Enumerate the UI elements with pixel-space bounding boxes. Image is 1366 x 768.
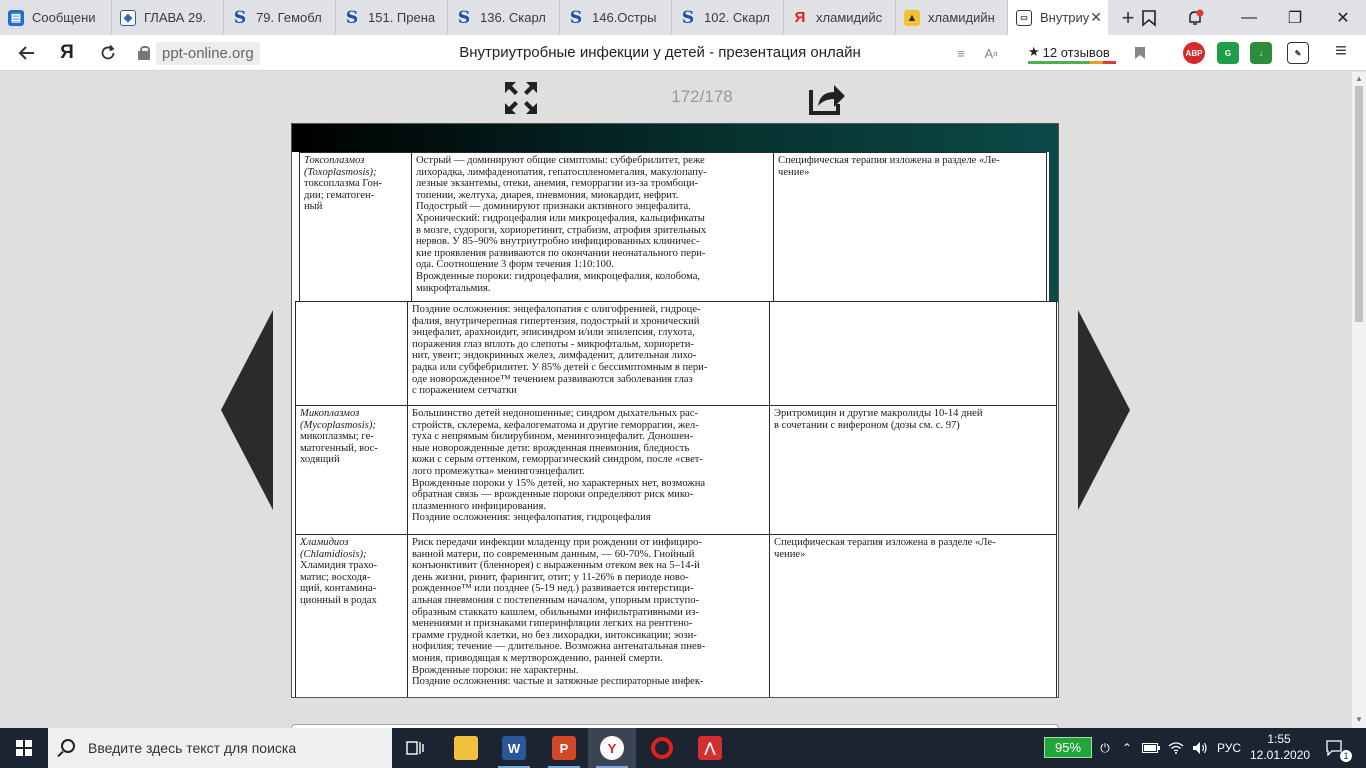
clock-date: 12.01.2020 [1250, 748, 1311, 762]
infections-table-continued [295, 301, 1057, 698]
back-button[interactable] [12, 35, 42, 71]
acrobat-button[interactable] [686, 728, 734, 768]
cell-line: нофилия; течение — длительное. Возможна антенатальная пнев- [412, 641, 706, 653]
cell-line: день жизни, ринит, фарингит, отит; у 11-26% в периоде ново- [412, 571, 689, 583]
cell-line: энцефалит, арахноидит, эписиндром и/или эпилепсия, глухота, [412, 327, 695, 339]
treatment-cell [770, 302, 1057, 406]
reviews-badge[interactable] [1028, 40, 1116, 64]
next-slide-arrow[interactable] [1078, 310, 1130, 510]
translate-icon[interactable]: A a [984, 45, 998, 61]
opera-icon [651, 737, 673, 759]
scanned-table-part-2 [295, 301, 1057, 698]
task-view-button[interactable] [392, 728, 440, 768]
cell-line: Специфическая терапия изложена в разделе «Ле- [774, 537, 996, 548]
cell-line: мония, приводящая к мертворождению, ранней смерти. [412, 652, 663, 664]
cell-line: Поздние осложнения: энцефалопатия, гидроцефалия [412, 512, 651, 524]
reviews-label: 12 отзывов [1042, 44, 1110, 60]
cell-line: радка или субфебрилитет. У 85% детей с бессимптомным в пери- [412, 361, 708, 373]
action-center-button[interactable] [1318, 728, 1352, 768]
cell-line: Токсоплазмоз [304, 155, 365, 166]
cell-line: ные новорожденные дети: врожденная пневмония, бледность [412, 442, 690, 454]
cell-line: кожи с серым оттенком, геморрагический синдром, после «свет- [412, 454, 703, 466]
scanned-table-part-1 [299, 152, 1047, 302]
tab-label: 79. Гемобл [256, 10, 322, 25]
cell-line: матис; восходя- [300, 571, 371, 583]
chat-icon: ▤ [8, 10, 24, 26]
presentation-icon: ▭ [1016, 10, 1032, 26]
table-row [296, 302, 1057, 406]
search-placeholder: Введите здесь текст для поиска [88, 740, 297, 756]
adblock-icon[interactable] [1183, 42, 1205, 64]
yandex-home-icon[interactable]: Я [60, 42, 74, 63]
task-view-icon [406, 740, 426, 756]
clinical-cell [412, 153, 774, 302]
cell-line: с поражением сетчатки [412, 385, 517, 397]
cell-line: щий, контамина- [300, 583, 377, 595]
fullscreen-icon[interactable] [503, 80, 539, 116]
window-close-icon[interactable]: ✕ [1336, 9, 1350, 27]
treatment-cell [774, 153, 1047, 302]
reviews-rating-bar [1028, 61, 1116, 64]
cell-line: лихорадка, лимфаденопатия, гепатоспленомегалия, макулопапу- [416, 166, 707, 178]
show-hidden-icons[interactable]: ⌃ [1121, 741, 1133, 755]
slide-counter: 172/178 [671, 87, 733, 106]
cell-line: микоплазмы; ге- [300, 431, 374, 443]
cell-line: туха с непрямым билирубином, менингоэнцефалит. Доношен- [412, 431, 694, 443]
tab-label: 136. Скарл [480, 10, 546, 25]
scrollbar-thumb[interactable] [1355, 86, 1363, 322]
reader-mode-icon[interactable]: ≡ [957, 45, 965, 61]
tab-label: ГЛАВА 29. [144, 10, 207, 25]
extension-download-icon[interactable]: ↓ [1250, 42, 1272, 64]
powerpoint-icon: P [552, 736, 576, 760]
taskbar-search-input[interactable] [48, 728, 392, 768]
cell-line: (Toxoplasmosis); [304, 166, 377, 178]
cell-line: образным стаккато кашлем, обильными инфильтративными из- [412, 606, 699, 618]
cell-line: оде новорожденное™ течением развиваются заболевания глаз [412, 373, 693, 385]
slide-side-band [1049, 152, 1059, 302]
table-row [300, 153, 1047, 302]
cell-line: фалия, внутричерепная гипертензия, подострый и хронический [412, 315, 700, 327]
yandex-icon: Я [794, 9, 806, 26]
cell-line: плазменного инфицирования. [412, 500, 546, 512]
powerpoint-button[interactable] [540, 728, 588, 768]
cell-line: конъюнктивит (бленнорея) с выраженным отеком век на 5–14-й [412, 560, 700, 572]
disease-cell [296, 302, 408, 406]
cell-line: Поздние осложнения: частые и затяжные респираторные инфек- [412, 676, 704, 688]
tab-label: хламидийс [816, 10, 883, 25]
disease-cell [300, 153, 412, 302]
tab-label: 102. Скарл [704, 10, 770, 25]
browser-toolbar [0, 35, 1366, 71]
clock-time: 1:55 [1267, 732, 1291, 746]
volume-icon[interactable] [1190, 728, 1210, 768]
lock-icon [138, 46, 150, 60]
cell-line: ода. Соотношение 3 форм течения 1:10:100. [416, 259, 614, 271]
cell-line: Врожденные пороки: гидроцефалия, микроцефалия, колобома, [416, 270, 701, 282]
cell-line: Большинство детей недоношенные; синдром дыхательных рас- [412, 408, 698, 419]
url-host[interactable]: ppt-online.org [156, 42, 260, 65]
minimize-icon[interactable]: — [1241, 8, 1257, 26]
opera-button[interactable] [638, 728, 686, 768]
previous-slide-arrow[interactable] [221, 310, 273, 510]
wifi-icon[interactable] [1166, 728, 1186, 768]
clock[interactable] [1250, 731, 1311, 763]
cell-line: Врожденные пороки у 15% детей, но характерных нет, возможна [412, 477, 706, 489]
tab-prenatal[interactable] [336, 0, 448, 35]
acrobat-icon: ⋀ [698, 736, 722, 760]
cell-line: токсоплазма Гон- [304, 178, 383, 190]
cell-line: нервов. У 85–90% внутриутробно инфицированных клиничес- [416, 236, 700, 248]
cell-line: ный [304, 201, 323, 213]
notifications-icon[interactable] [1172, 0, 1218, 35]
cell-line: Острый — доминируют общие симптомы: субфебрилитет, реже [416, 155, 705, 166]
taskbar [0, 728, 1366, 768]
cell-line: Специфическая терапия изложена в разделе «Ле- [778, 155, 1000, 166]
cell-line: ванной матери, по современным данным, — 60-70%. Гнойный [412, 548, 695, 560]
word-button[interactable] [490, 728, 538, 768]
cell-line: нит, увеит; эндокринных желез, лимфаденит, длительная лихо- [412, 350, 697, 362]
clinical-cell [408, 406, 770, 535]
bookmarks-icon[interactable] [1126, 0, 1172, 35]
windows-icon [16, 740, 32, 756]
treatment-cell [770, 406, 1057, 535]
cell-line: топении, желтуха, диарея, пневмония, миокардит, нефрит. [416, 189, 679, 201]
file-explorer-button[interactable] [442, 728, 490, 768]
cell-line: чение» [774, 548, 806, 560]
infections-table [299, 152, 1047, 302]
cell-line: Хронический: гидроцефалия или микроцефалия, кальцификаты [416, 212, 705, 224]
tab-label: Внутриу [1040, 10, 1090, 25]
page-scrollbar[interactable] [1352, 72, 1366, 728]
search-icon [61, 739, 75, 753]
tab-chapter[interactable] [112, 0, 224, 35]
power-plug-icon[interactable]: ⏻ [1100, 740, 1110, 755]
cell-line: чение» [778, 166, 810, 178]
tab-messages[interactable] [0, 0, 112, 35]
image-icon: ▲ [904, 10, 920, 26]
tab-label: Сообщени [32, 10, 96, 25]
cell-line: ционный в родах [300, 594, 377, 606]
cell-line: микрофтальмия. [416, 282, 491, 294]
tab-chlamydia-search[interactable] [784, 0, 896, 35]
cell-line: в мозге, судороги, хориоретинит, страбизм, атрофия зрительных [416, 224, 707, 236]
cell-line: лезные экзантемы, отеки, анемия, геморрагии из-за тромбоци- [416, 178, 699, 190]
cell-line: рожденное™ или позднее (5-19 нед.) развивается интерстици- [412, 583, 694, 595]
tab-chlamydia-images[interactable] [896, 0, 1008, 35]
tab-label: хламидийн [928, 10, 995, 25]
tab-hemoblastosis[interactable] [224, 0, 336, 35]
notification-count: 1 [1340, 750, 1352, 762]
cell-line: Врожденные пороки: не характерны. [412, 664, 579, 676]
clinical-cell [408, 302, 770, 406]
scroll-up-icon[interactable]: ▲ [1355, 74, 1363, 83]
tab-acute[interactable] [560, 0, 672, 35]
start-button[interactable] [0, 728, 48, 768]
disease-cell [296, 406, 408, 535]
table-row [296, 535, 1057, 699]
cell-line: альная пневмония с постепенным началом, упорным приступо- [412, 594, 700, 606]
cell-line: кие проявления развиваются по окончании неонатального пери- [416, 247, 706, 259]
restore-icon[interactable]: ❐ [1287, 9, 1303, 27]
s-icon: S [457, 7, 471, 28]
share-icon[interactable] [808, 80, 846, 116]
cell-line: обратная связь — врожденные пороки определяют риск мико- [412, 489, 694, 501]
cell-line: в сочетании с вифероном (дозы см. с. 97) [774, 419, 960, 431]
cell-line: Хламидиоз [300, 537, 349, 548]
battery-indicator[interactable]: 95% [1044, 737, 1092, 758]
cell-line: Подострый — доминируют признаки активного энцефалита. [416, 201, 691, 213]
address-field[interactable] [138, 40, 288, 66]
s-icon: S [681, 7, 695, 28]
adblock-label: ABP [1185, 48, 1203, 58]
cell-line: поражения глаз вплоть до слепоты - микрофтальм, хориорети- [412, 338, 694, 350]
extension-chat-icon[interactable]: ✎ [1287, 42, 1309, 64]
cell-line: Поздние осложнения: энцефалопатия с олигофренией, гидроце- [412, 304, 701, 315]
cell-line: матогенный, вос- [300, 442, 378, 454]
table-row [296, 406, 1057, 535]
page-title: Внутриутробные инфекции у детей - презентация онлайн [459, 44, 861, 61]
s-icon: S [345, 7, 359, 28]
cell-line: лого промежутка» менингоэнцефалит. [412, 465, 585, 477]
tab-label: 151. Прена [368, 10, 436, 25]
cell-line: (Chlamidiosis); [300, 548, 367, 560]
s-icon: S [233, 7, 247, 28]
yandex-browser-button[interactable] [588, 728, 636, 768]
cell-line: грамме грудной клетки, но без лихорадки, интоксикации; эози- [412, 629, 697, 641]
new-tab-button[interactable]: + [1121, 4, 1135, 30]
cell-line: (Mycoplasmosis); [300, 419, 376, 431]
close-icon[interactable]: ✕ [1090, 9, 1102, 25]
battery-icon[interactable] [1140, 728, 1162, 768]
cell-line: Микоплазмоз [300, 408, 360, 419]
yandex-browser-icon: Y [600, 736, 624, 760]
cell-line: дии; гематоген- [304, 189, 375, 201]
language-indicator[interactable]: РУС [1216, 741, 1242, 755]
star-icon: ★ [1028, 44, 1040, 59]
clinical-cell [408, 535, 770, 699]
menu-icon[interactable]: ≡ [1335, 39, 1347, 62]
reload-button[interactable] [93, 35, 123, 71]
cell-line: Эритромицин и другие макролиды 10-14 дней [774, 408, 983, 419]
cell-line: менениями и признаками гиперинфляции легких на рентгено- [412, 618, 693, 630]
extension-green-icon[interactable]: G [1217, 42, 1239, 64]
tab-scarlet-102[interactable] [672, 0, 784, 35]
slide [291, 123, 1059, 698]
s-icon: S [569, 7, 583, 28]
bookmark-icon[interactable] [1132, 43, 1148, 63]
tab-active-presentation[interactable] [1008, 0, 1108, 35]
cell-line: Хламидия трахо- [300, 560, 378, 572]
disease-cell [296, 535, 408, 699]
cell-line: Риск передачи инфекции младенцу при рождении от инфициро- [412, 537, 702, 548]
scroll-down-icon[interactable]: ▼ [1355, 715, 1363, 724]
doc-icon: ◈ [120, 10, 136, 26]
treatment-cell [770, 535, 1057, 699]
word-icon: W [502, 736, 526, 760]
cell-line: ходящий [300, 454, 340, 466]
slide-header-band [292, 124, 1059, 152]
tab-label: 146.Остры [592, 10, 657, 25]
folder-icon [454, 736, 478, 760]
cell-line: стройств, склерема, кефалогематома и другие геморрагии, жел- [412, 419, 699, 431]
tab-scarlet-136[interactable] [448, 0, 560, 35]
